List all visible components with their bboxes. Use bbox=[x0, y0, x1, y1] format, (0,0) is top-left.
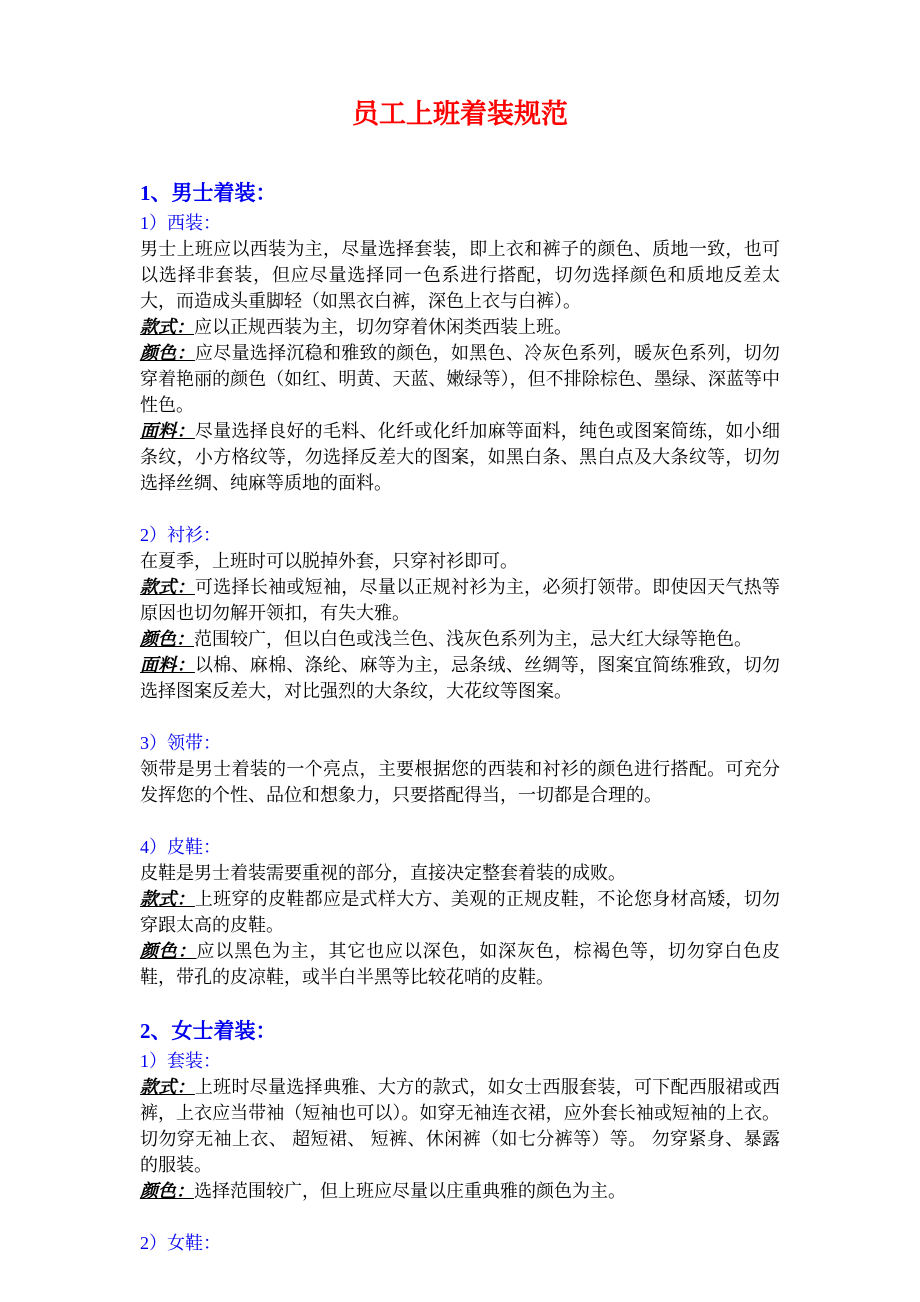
paragraph: 款式：可选择长袖或短袖，尽量以正规衬衫为主，必须打领带。即使因天气热等原因也切勿解开领扣，有失大雅。 bbox=[140, 577, 781, 623]
document-title: 员工上班着装规范 bbox=[352, 99, 568, 129]
paragraph-label: 面料： bbox=[140, 655, 195, 675]
paragraph: 款式：上班穿的皮鞋都应是式样大方、美观的正规皮鞋，不论您身材高矮，切勿穿跟太高的皮鞋。 bbox=[140, 889, 781, 935]
paragraph: 男士上班应以西装为主，尽量选择套装，即上衣和裤子的颜色、质地一致，也可以选择非套装，但应尽量选择同一色系进行搭配，切勿选择颜色和质地反差太大，而造成头重脚轻（如黑衣白裤，深色上衣与白裤）。 bbox=[140, 239, 780, 311]
paragraph-label: 面料： bbox=[140, 421, 195, 441]
subsection-heading: 2）女鞋： bbox=[140, 1233, 221, 1253]
paragraph: 款式：应以正规西装为主，切勿穿着休闲类西装上班。 bbox=[140, 317, 572, 337]
paragraph: 颜色：应尽量选择沉稳和雅致的颜色，如黑色、冷灰色系列，暖灰色系列，切勿穿着艳丽的颜色（如红、明黄、天蓝、嫩绿等），但不排除棕色、墨绿、深蓝等中性色。 bbox=[140, 343, 781, 415]
paragraph: 领带是男士着装的一个亮点，主要根据您的西装和衬衫的颜色进行搭配。可充分发挥您的个性、品位和想象力，只要搭配得当，一切都是合理的。 bbox=[140, 759, 780, 805]
paragraph: 颜色：应以黑色为主，其它也应以深色，如深灰色，棕褐色等，切勿穿白色皮鞋，带孔的皮凉鞋，或半白半黑等比较花哨的皮鞋。 bbox=[140, 941, 780, 987]
paragraph-label: 款式： bbox=[140, 1077, 195, 1097]
paragraph-label: 颜色： bbox=[140, 1181, 194, 1201]
paragraph-label: 颜色： bbox=[140, 343, 195, 363]
document-body bbox=[140, 178, 780, 1256]
subsection-heading: 1）西装： bbox=[140, 213, 221, 233]
paragraph: 面料：以棉、麻棉、涤纶、麻等为主，忌条绒、丝绸等，图案宜简练雅致，切勿选择图案反差大，对比强烈的大条纹，大花纹等图案。 bbox=[140, 655, 781, 701]
paragraph-label: 款式： bbox=[140, 317, 194, 337]
paragraph-label: 款式： bbox=[140, 577, 195, 597]
subsection-heading: 2）衬衫： bbox=[140, 525, 221, 545]
subsection-heading: 4）皮鞋： bbox=[140, 837, 221, 857]
paragraph-label: 款式： bbox=[140, 889, 195, 909]
section-heading: 2、女士着装： bbox=[140, 1019, 277, 1043]
paragraph: 面料：尽量选择良好的毛料、化纤或化纤加麻等面料，纯色或图案简练，如小细条纹，小方格纹等，勿选择反差大的图案，如黑白条、黑白点及大条纹等，切勿选择丝绸、纯麻等质地的面料。 bbox=[140, 421, 781, 493]
paragraph-label: 颜色： bbox=[140, 629, 194, 649]
paragraph: 款式：上班时尽量选择典雅、大方的款式，如女士西服套装，可下配西服裙或西裤，上衣应当带袖（短袖也可以）。如穿无袖连衣裙，应外套长袖或短袖的上衣。 切勿穿无袖上衣、 超短裙、 短裤、休闲裤（如七分裤等）等。 勿穿紧身、暴露的服装。 bbox=[140, 1077, 781, 1175]
paragraph-label: 颜色： bbox=[140, 941, 197, 961]
section-heading: 1、男士着装： bbox=[140, 181, 277, 205]
paragraph: 在夏季，上班时可以脱掉外套，只穿衬衫即可。 bbox=[140, 551, 518, 571]
subsection-heading: 1）套装： bbox=[140, 1051, 221, 1071]
subsection-heading: 3）领带： bbox=[140, 733, 221, 753]
paragraph: 皮鞋是男士着装需要重视的部分，直接决定整套着装的成败。 bbox=[140, 863, 626, 883]
paragraph: 颜色：选择范围较广，但上班应尽量以庄重典雅的颜色为主。 bbox=[140, 1181, 626, 1201]
paragraph: 颜色：范围较广，但以白色或浅兰色、浅灰色系列为主，忌大红大绿等艳色。 bbox=[140, 629, 752, 649]
